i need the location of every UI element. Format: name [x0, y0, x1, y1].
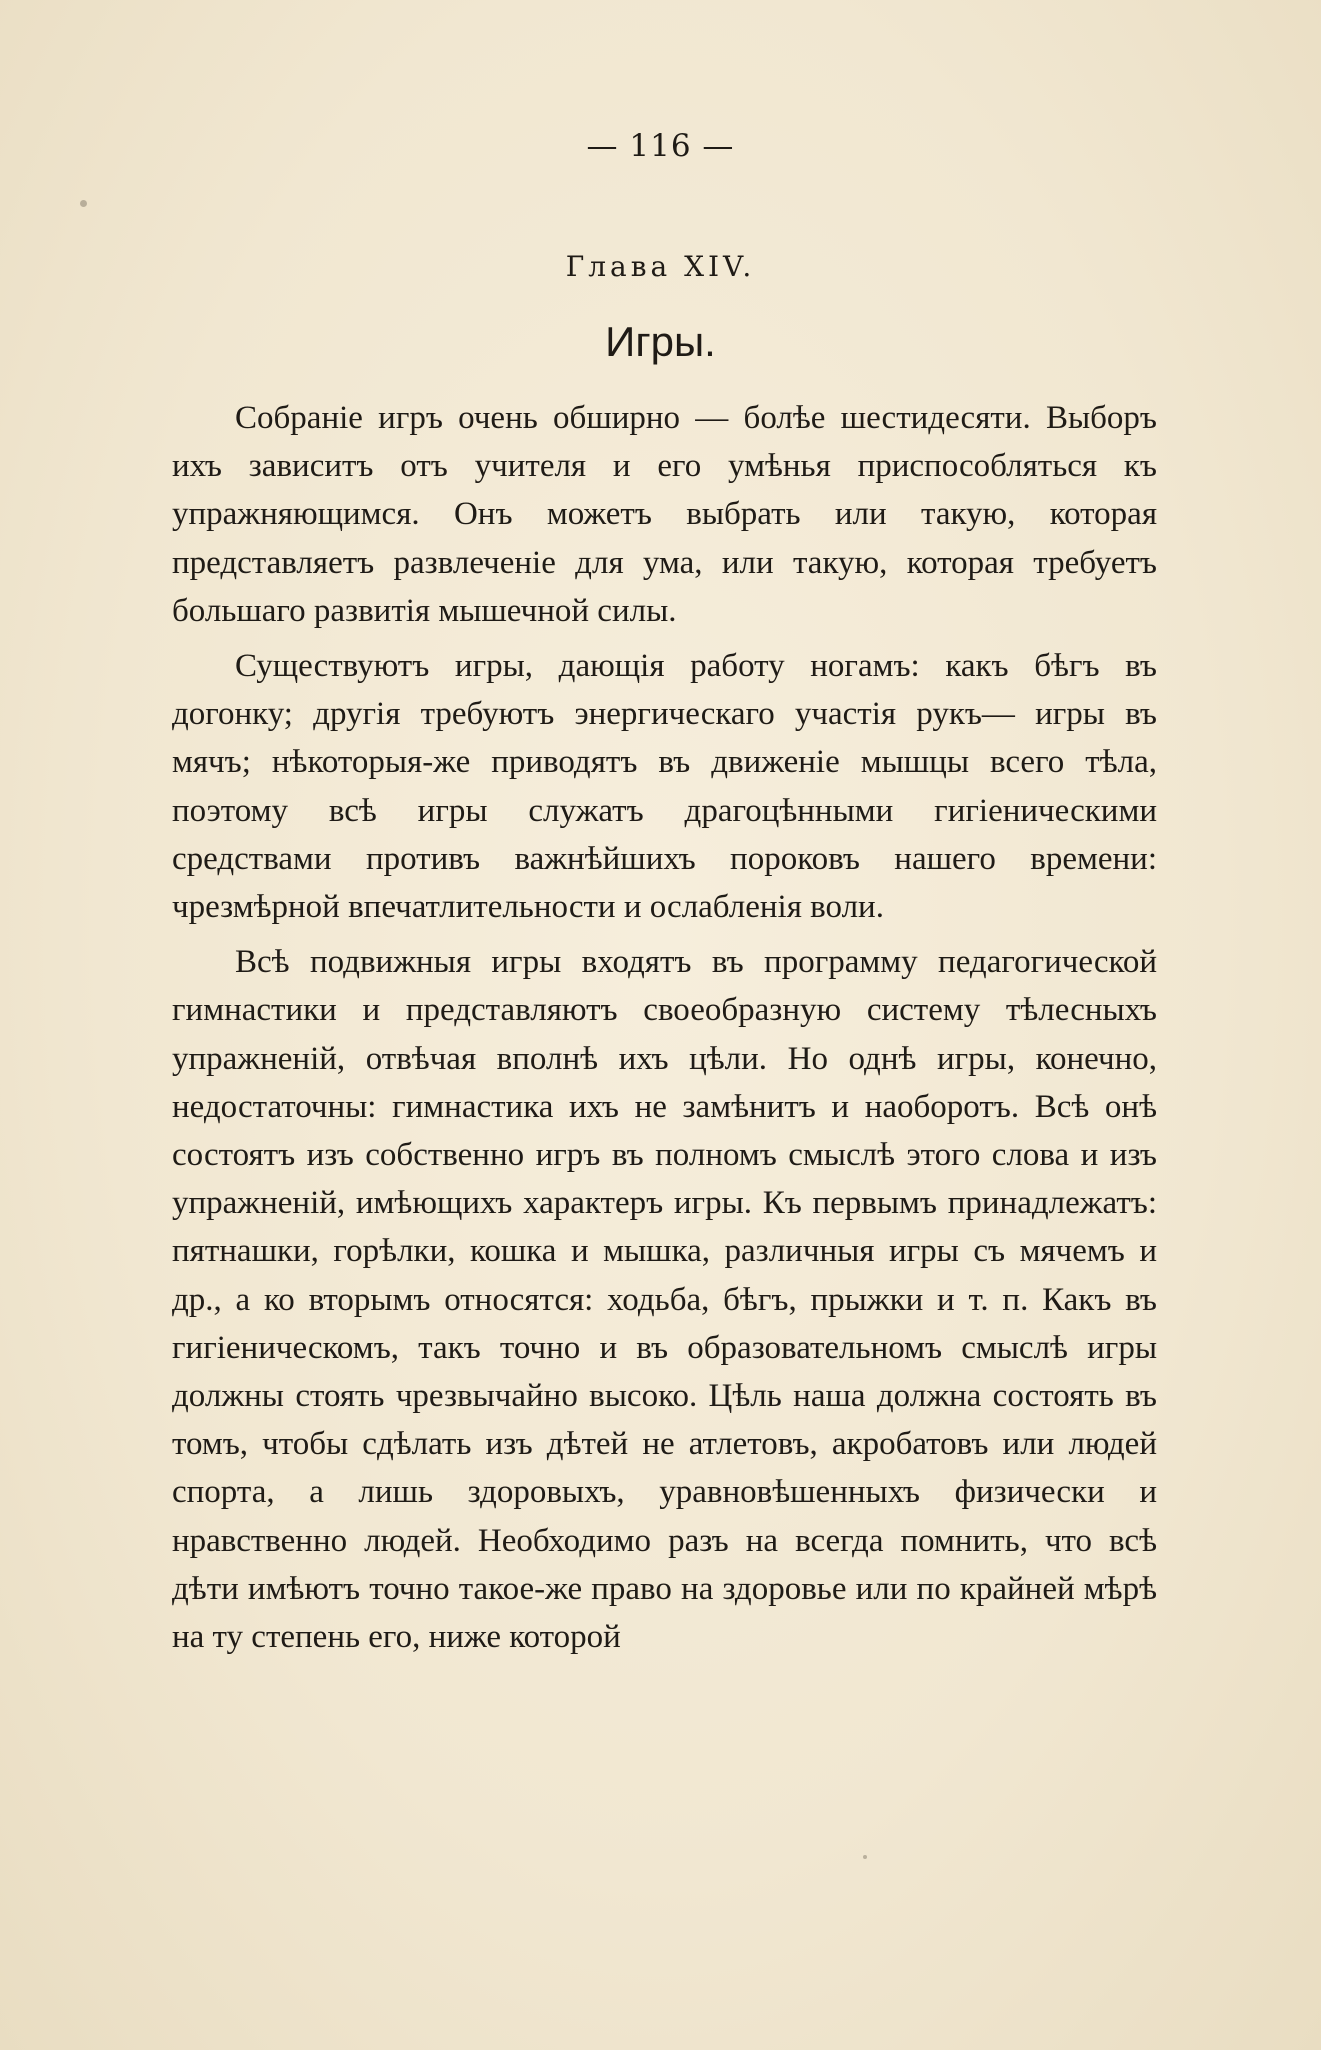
chapter-title: Игры.: [605, 318, 716, 365]
paper-speck: [80, 200, 87, 207]
paragraph: Существуютъ игры, дающія работу ногамъ: какъ бѣгъ въ догонку; другія требуютъ энергическаго участія рукъ— игры въ мячъ; нѣкоторыя-же приводятъ въ движеніе мышцы всего тѣла, поэтому всѣ игры служатъ драгоцѣнными гигіеническими средствами противъ важнѣйшихъ пороковъ нашего времени: чрезмѣрной впечатлительности и ослабленія воли.: [172, 648, 1157, 926]
paragraph: Собраніе игръ очень обширно — болѣе шестидесяти. Выборъ ихъ зависитъ отъ учителя и его умѣнья приспособляться къ упражняющимся. Онъ можетъ выбрать или такую, которая представляетъ развлеченіе для ума, или такую, которая требуетъ большаго развитія мышечной силы.: [172, 400, 1157, 629]
paragraph: Всѣ подвижныя игры входятъ въ программу педагогической гимнастики и представляютъ своеобразную систему тѣлесныхъ упражненій, отвѣчая вполнѣ ихъ цѣли. Но однѣ игры, конечно, недостаточны: гимнастика ихъ не замѣнитъ и наоборотъ. Всѣ онѣ состоятъ изъ собственно игръ въ полномъ смыслѣ этого слова и изъ упражненій, имѣющихъ характеръ игры. Къ первымъ принадлежатъ: пятнашки, горѣлки, кошка и мышка, различныя игры съ мячемъ и др., а ко вторымъ относятся: ходьба, бѣгъ, прыжки и т. п. Какъ въ гигіеническомъ, такъ точно и въ образовательномъ смыслѣ игры должны стоять чрезвычайно высоко. Цѣль наша должна состоять въ томъ, чтобы сдѣлать изъ дѣтей не атлетовъ, акробатовъ или людей спорта, а лишь здоровыхъ, уравновѣшенныхъ физически и нравственно людей. Необходимо разъ на всегда помнить, что всѣ дѣти имѣютъ точно такое-же право на здоровье или по крайней мѣрѣ на ту степень его, ниже которой: [172, 944, 1157, 1656]
body-text: [172, 394, 1157, 1661]
chapter-label: Глава XIV.: [565, 250, 756, 283]
paper-speck: [863, 1855, 867, 1859]
page-number: — 116 —: [586, 128, 735, 164]
